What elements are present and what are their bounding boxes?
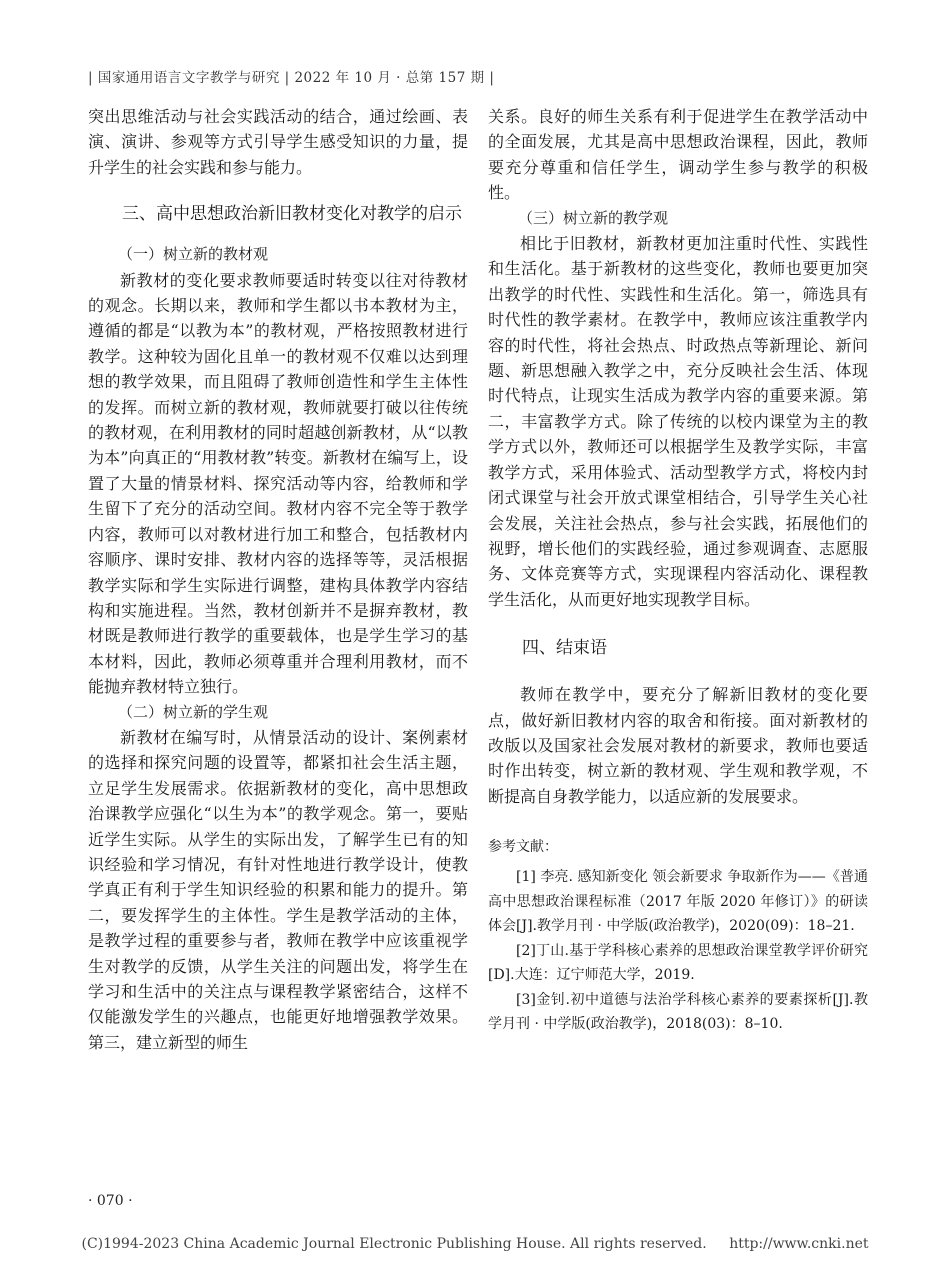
subsection-2-heading: （二）树立新的学生观 [118, 702, 269, 721]
subsection-2-paragraph: 新教材在编写时，从情景活动的设计、案例素材的选择和探究问题的设置等，都紧扣社会生活主题，立足学生发展需求。依据新教材的变化，高中思想政治课教学应强化“以生为本”的教学观念。第一，要贴近学生实际。从学生的实际出发，了解学生已有的知识经验和学习情况，有针对性地进行教学设计，使教学真正有利于学生知识经验的积累和能力的提升。第二，要发挥学生的主体性。学生是教学活动的主体，是教学过程的重要参与者，教师在教学中应该重视学生对教学的反馈，从学生关注的问题出发，将学生在学习和生活中的关注点与课程教学紧密结合，这样不仅能激发学生的兴趣点，也能更好地增强教学效果。第三，建立新型的师生 [88, 727, 468, 1052]
reference-item: [1] 李亮. 感知新变化 领会新要求 争取新作为——《普通高中思想政治课程标准（2017 年版 2020 年修订）》的研读体会[J].教学月刊 · 中学版(政治教学)，2020(09)：18–21. [488, 869, 868, 935]
references-heading: 参考文献： [488, 839, 558, 856]
subsection-1-heading: （一）树立新的教材观 [118, 245, 269, 264]
subsection-3-paragraph: 相比于旧教材，新教材更加注重时代性、实践性和生活化。基于新教材的这些变化，教师也要更加突出教学的时代性、实践性和生活化。第一，筛选具有时代性的教学素材。在教学中，教师应该注重教学内容的时代性，将社会热点、时政热点等新理论、新问题、新思想融入教学之中，充分反映社会生活、体现时代特点，让现实生活成为教学内容的重要来源。第二，丰富教学方式。除了传统的以校内课堂为主的教学方式以外，教师还可以根据学生及教学实际，丰富教学方式，采用体验式、活动型教学方式，将校内封闭式课堂与社会开放式课堂相结合，引导学生关心社会发展，关注社会热点，参与社会实践，拓展他们的视野，增长他们的实践经验，通过参观调查、志愿服务、文体竞赛等方式，实现课程内容活动化、课程教学生活化，从而更好地实现教学目标。 [488, 234, 868, 609]
reference-item: [3]金钊.初中道德与法治学科核心素养的要素探析[J].教学月刊 · 中学版(政治教学)，2018(03)：8–10. [488, 991, 868, 1033]
copyright-text: (C)1994-2023 China Academic Journal Electronic Publishing House. All rights reserved. [81, 1236, 707, 1252]
copyright-footer [0, 1236, 950, 1252]
reference-item: [2]丁山.基于学科核心素养的思想政治课堂教学评价研究[D].大连：辽宁师范大学，2019. [488, 942, 868, 984]
running-header: | 国家通用语言文字教学与研究 | 2022 年 10 月 · 总第 157 期 | [88, 70, 495, 86]
section-3-heading: 三、高中思想政治新旧教材变化对教学的启示 [122, 204, 462, 225]
continuation-paragraph: 关系。良好的师生关系有利于促进学生在教学活动中的全面发展，尤其是高中思想政治课程，因此，教师要充分尊重和信任学生，调动学生参与教学的积极性。 [488, 107, 868, 203]
intro-paragraph: 突出思维活动与社会实践活动的结合，通过绘画、表演、演讲、参观等方式引导学生感受知识的力量，提升学生的社会实践和参与能力。 [88, 107, 468, 177]
page-number: · 070 · [88, 1193, 133, 1209]
conclusion-paragraph: 教师在教学中，要充分了解新旧教材的变化要点，做好新旧教材内容的取舍和衔接。面对新教材的改版以及国家社会发展对教材的新要求，教师也要适时作出转变，树立新的教材观、学生观和教学观，不断提高自身教学能力，以适应新的发展要求。 [488, 685, 868, 806]
section-4-heading: 四、结束语 [522, 638, 607, 659]
cnki-url[interactable]: http://www.cnki.net [729, 1236, 869, 1252]
subsection-1-paragraph: 新教材的变化要求教师要适时转变以往对待教材的观念。长期以来，教师和学生都以书本教材为主，遵循的都是“以教为本”的教材观，严格按照教材进行教学。这种较为固化且单一的教材观不仅难以达到理想的教学效果，而且阻碍了教师创造性和学生主体性的发挥。而树立新的教材观，教师就要打破以往传统的教材观，在利用教材的同时超越创新教材，从“以教为本”向真正的“用教材教”转变。新教材在编写上，设置了大量的情景材料、探究活动等内容，给教师和学生留下了充分的活动空间。教材内容不完全等于教学内容，教师可以对教材进行加工和整合，包括教材内容顺序、课时安排、教材内容的选择等等，灵活根据教学实际和学生实际进行调整，建构具体教学内容结构和实施进程。当然，教材创新并不是摒弃教材，教材既是教师进行教学的重要载体，也是学生学习的基本材料，因此，教师必须尊重并合理利用教材，而不能抛弃教材特立独行。 [88, 270, 468, 697]
left-column [88, 104, 468, 1055]
subsection-3-heading: （三）树立新的教学观 [518, 208, 669, 227]
right-column [488, 104, 868, 1037]
